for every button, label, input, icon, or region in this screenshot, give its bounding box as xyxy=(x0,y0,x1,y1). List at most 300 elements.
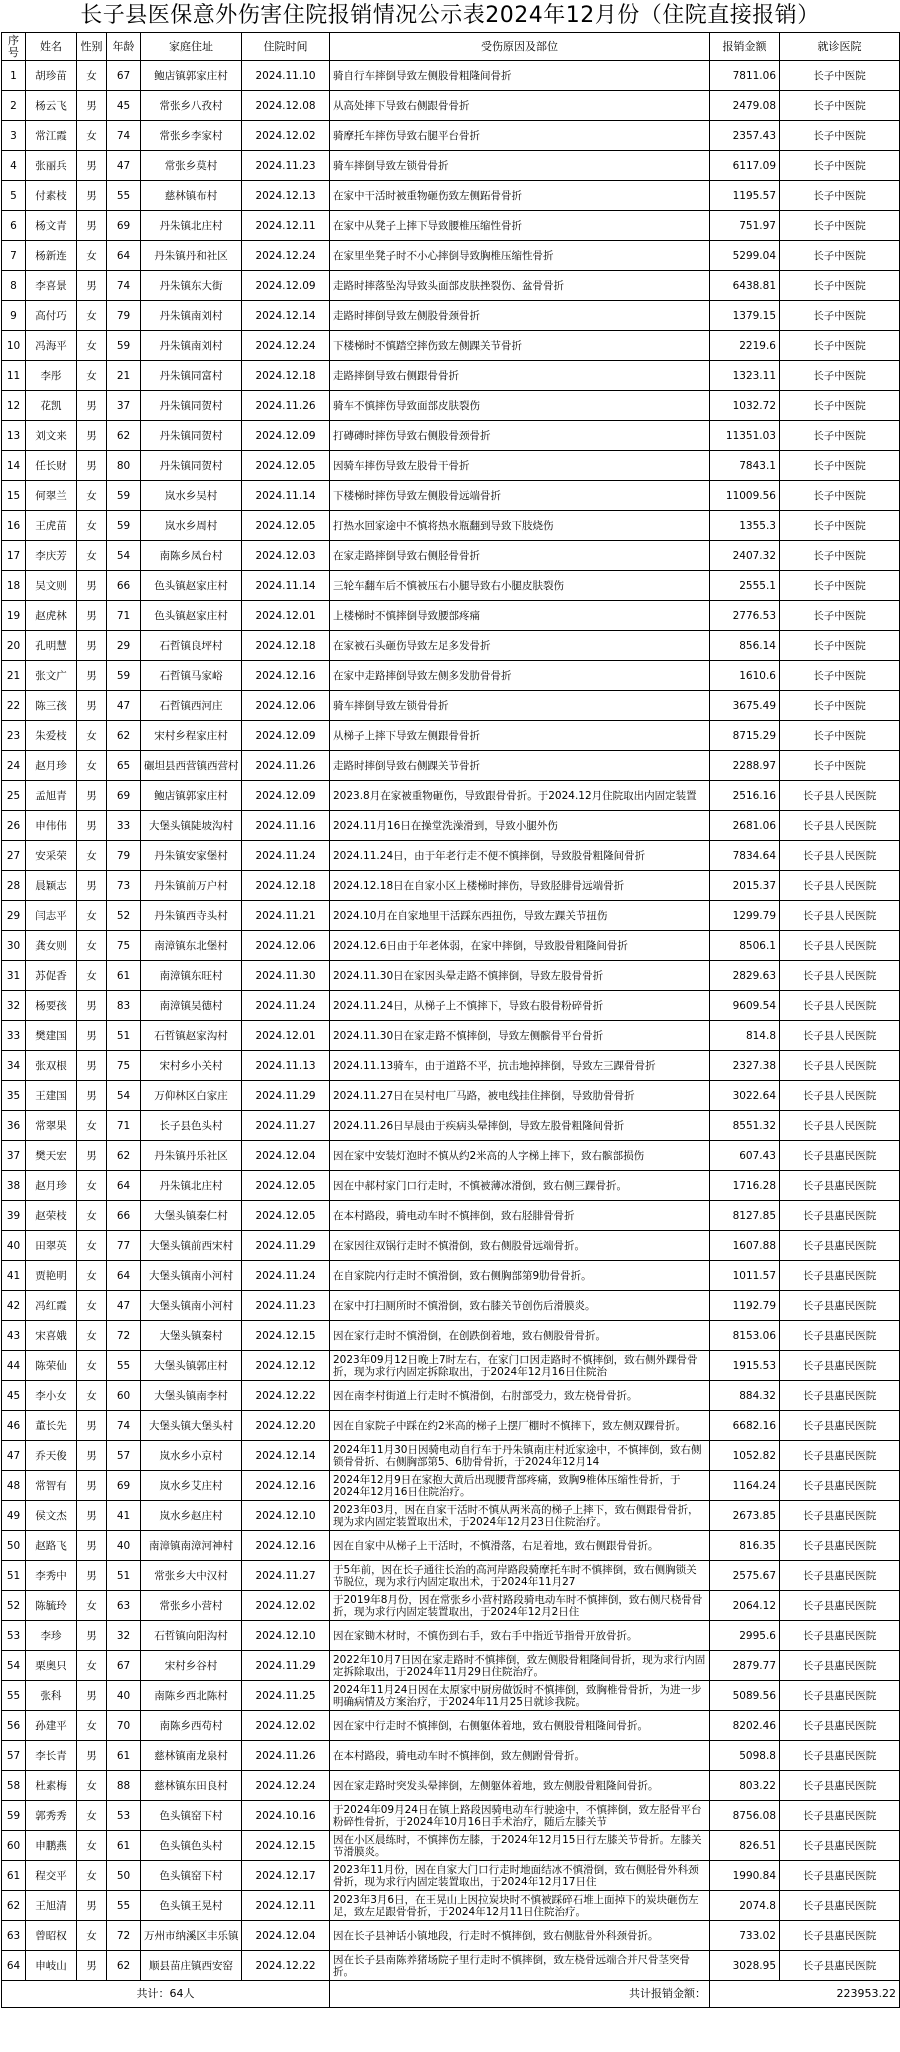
table-row xyxy=(2,151,900,181)
admission-date: 2024.12.01 xyxy=(242,601,330,631)
injury-cause: 2024年12月9日在家抱大黄后出现腰背部疼痛，致胸9椎体压缩性骨折，于2024年12月16日住院治疗。 xyxy=(330,1471,710,1501)
hospital: 长子县惠民医院 xyxy=(780,1261,900,1291)
patient-name: 赵月珍 xyxy=(26,751,77,781)
age: 74 xyxy=(107,121,141,151)
reimbursement-amount: 2673.85 xyxy=(710,1501,780,1531)
age: 54 xyxy=(107,1081,141,1111)
patient-name: 吴文则 xyxy=(26,571,77,601)
reimbursement-amount: 2516.16 xyxy=(710,781,780,811)
row-index: 57 xyxy=(2,1741,26,1771)
injury-cause: 在家中从凳子上摔下导致腰椎压缩性骨折 xyxy=(330,211,710,241)
row-index: 45 xyxy=(2,1381,26,1411)
table-row xyxy=(2,1861,900,1891)
age: 63 xyxy=(107,1591,141,1621)
injury-cause: 下楼梯时不慎踏空摔伤致左侧踝关节骨折 xyxy=(330,331,710,361)
reimbursement-amount: 826.51 xyxy=(710,1831,780,1861)
row-index: 28 xyxy=(2,871,26,901)
reimbursement-amount: 884.32 xyxy=(710,1381,780,1411)
patient-name: 董长先 xyxy=(26,1411,77,1441)
admission-date: 2024.12.08 xyxy=(242,91,330,121)
age: 71 xyxy=(107,601,141,631)
admission-date: 2024.11.23 xyxy=(242,151,330,181)
header-amount: 报销金额 xyxy=(710,33,780,61)
home-address: 丹朱镇南刘村 xyxy=(141,331,242,361)
admission-date: 2024.12.24 xyxy=(242,331,330,361)
table-row xyxy=(2,211,900,241)
home-address: 南漳镇东旺村 xyxy=(141,961,242,991)
age: 69 xyxy=(107,1471,141,1501)
home-address: 丹朱镇北庄村 xyxy=(141,211,242,241)
home-address: 石哲镇良坪村 xyxy=(141,631,242,661)
hospital: 长子县惠民医院 xyxy=(780,1471,900,1501)
hospital: 长子县惠民医院 xyxy=(780,1621,900,1651)
injury-cause: 因在小区晨练时，不慎摔伤左膝，于2024年12月15日行左膝关节骨折。左膝关节滑膜炎。 xyxy=(330,1831,710,1861)
age: 62 xyxy=(107,1951,141,1981)
gender: 男 xyxy=(77,1081,107,1111)
table-row xyxy=(2,871,900,901)
patient-name: 曾昭权 xyxy=(26,1921,77,1951)
patient-name: 杜素梅 xyxy=(26,1771,77,1801)
admission-date: 2024.11.14 xyxy=(242,571,330,601)
hospital: 长子县人民医院 xyxy=(780,931,900,961)
header-address: 家庭住址 xyxy=(141,33,242,61)
reimbursement-amount: 2288.97 xyxy=(710,751,780,781)
row-index: 64 xyxy=(2,1951,26,1981)
admission-date: 2024.12.05 xyxy=(242,1201,330,1231)
table-row xyxy=(2,781,900,811)
age: 80 xyxy=(107,451,141,481)
hospital: 长子县惠民医院 xyxy=(780,1891,900,1921)
patient-name: 冯海平 xyxy=(26,331,77,361)
hospital: 长子中医院 xyxy=(780,301,900,331)
patient-name: 侯文杰 xyxy=(26,1501,77,1531)
injury-cause: 2023年09月12日晚上7时左右，在家门口因走路时不慎摔倒，致右侧外踝骨骨折，现为求行内固定拆除取出，于2024年12月16日住院治 xyxy=(330,1351,710,1381)
admission-date: 2024.12.17 xyxy=(242,1861,330,1891)
row-index: 7 xyxy=(2,241,26,271)
home-address: 丹朱镇同富村 xyxy=(141,361,242,391)
row-index: 19 xyxy=(2,601,26,631)
table-row xyxy=(2,1891,900,1921)
hospital: 长子县人民医院 xyxy=(780,841,900,871)
gender: 男 xyxy=(77,181,107,211)
table-row xyxy=(2,1081,900,1111)
gender: 女 xyxy=(77,331,107,361)
header-injury-cause: 受伤原因及部位 xyxy=(330,33,710,61)
gender: 女 xyxy=(77,1261,107,1291)
table-row xyxy=(2,601,900,631)
row-index: 9 xyxy=(2,301,26,331)
gender: 男 xyxy=(77,451,107,481)
reimbursement-amount: 1716.28 xyxy=(710,1171,780,1201)
admission-date: 2024.12.13 xyxy=(242,181,330,211)
admission-date: 2024.11.14 xyxy=(242,481,330,511)
hospital: 长子县惠民医院 xyxy=(780,1141,900,1171)
patient-name: 赵月珍 xyxy=(26,1171,77,1201)
injury-cause: 因在自家中从梯子上干活时，不慎滑落，右足着地，致右侧跟骨骨折。 xyxy=(330,1531,710,1561)
gender: 女 xyxy=(77,1231,107,1261)
home-address: 万仰林区白家庄 xyxy=(141,1081,242,1111)
home-address: 丹朱镇丹和社区 xyxy=(141,241,242,271)
gender: 男 xyxy=(77,1891,107,1921)
home-address: 岚水乡吴村 xyxy=(141,481,242,511)
table-row xyxy=(2,1201,900,1231)
table-row xyxy=(2,241,900,271)
gender: 男 xyxy=(77,991,107,1021)
injury-cause: 因在南李村街道上行走时不慎滑倒，右肘部受力，致左桡骨骨折。 xyxy=(330,1381,710,1411)
hospital: 长子中医院 xyxy=(780,91,900,121)
reimbursement-amount: 8715.29 xyxy=(710,721,780,751)
gender: 男 xyxy=(77,631,107,661)
gender: 女 xyxy=(77,1111,107,1141)
table-row xyxy=(2,661,900,691)
age: 51 xyxy=(107,1561,141,1591)
reimbursement-amount: 2327.38 xyxy=(710,1051,780,1081)
age: 55 xyxy=(107,1891,141,1921)
row-index: 52 xyxy=(2,1591,26,1621)
home-address: 鲍店镇郭家庄村 xyxy=(141,61,242,91)
reimbursement-amount: 1195.57 xyxy=(710,181,780,211)
home-address: 南漳镇南漳河神村 xyxy=(141,1531,242,1561)
home-address: 色头镇王晃村 xyxy=(141,1891,242,1921)
table-row xyxy=(2,1261,900,1291)
reimbursement-amount: 2479.08 xyxy=(710,91,780,121)
hospital: 长子县惠民医院 xyxy=(780,1381,900,1411)
row-index: 29 xyxy=(2,901,26,931)
table-row xyxy=(2,901,900,931)
admission-date: 2024.12.09 xyxy=(242,721,330,751)
home-address: 常张乡八孜村 xyxy=(141,91,242,121)
gender: 女 xyxy=(77,1651,107,1681)
patient-name: 赵路飞 xyxy=(26,1531,77,1561)
row-index: 53 xyxy=(2,1621,26,1651)
patient-name: 王建国 xyxy=(26,1081,77,1111)
reimbursement-amount: 1990.84 xyxy=(710,1861,780,1891)
row-index: 8 xyxy=(2,271,26,301)
row-index: 24 xyxy=(2,751,26,781)
hospital: 长子县惠民医院 xyxy=(780,1651,900,1681)
gender: 男 xyxy=(77,1471,107,1501)
home-address: 大堡头镇前西宋村 xyxy=(141,1231,242,1261)
reimbursement-amount: 814.8 xyxy=(710,1021,780,1051)
injury-cause: 2024.11.24日，从梯子上不慎摔下，导致右股骨粉碎骨折 xyxy=(330,991,710,1021)
injury-cause: 骑车摔倒导致左锁骨骨折 xyxy=(330,691,710,721)
admission-date: 2024.12.09 xyxy=(242,781,330,811)
injury-cause: 上楼梯时不慎摔倒导致腰部疼痛 xyxy=(330,601,710,631)
patient-name: 申鹏燕 xyxy=(26,1831,77,1861)
patient-name: 孔明慧 xyxy=(26,631,77,661)
gender: 女 xyxy=(77,1381,107,1411)
hospital: 长子中医院 xyxy=(780,481,900,511)
gender: 男 xyxy=(77,391,107,421)
injury-cause: 2024.11月16日在操堂洗澡滑到，导致小腿外伤 xyxy=(330,811,710,841)
injury-cause: 骑自行车摔倒导致左侧股骨粗隆间骨折 xyxy=(330,61,710,91)
hospital: 长子中医院 xyxy=(780,391,900,421)
table-row xyxy=(2,1021,900,1051)
admission-date: 2024.12.18 xyxy=(242,631,330,661)
patient-name: 田翠英 xyxy=(26,1231,77,1261)
admission-date: 2024.12.16 xyxy=(242,1531,330,1561)
row-index: 11 xyxy=(2,361,26,391)
admission-date: 2024.11.16 xyxy=(242,811,330,841)
hospital: 长子县人民医院 xyxy=(780,961,900,991)
patient-name: 陈荣仙 xyxy=(26,1351,77,1381)
age: 72 xyxy=(107,1321,141,1351)
reimbursement-amount: 1011.57 xyxy=(710,1261,780,1291)
table-row xyxy=(2,1141,900,1171)
admission-date: 2024.11.26 xyxy=(242,1741,330,1771)
age: 74 xyxy=(107,271,141,301)
hospital: 长子县惠民医院 xyxy=(780,1591,900,1621)
reimbursement-amount: 2776.53 xyxy=(710,601,780,631)
table-row xyxy=(2,451,900,481)
table-row xyxy=(2,181,900,211)
gender: 女 xyxy=(77,1201,107,1231)
age: 64 xyxy=(107,1261,141,1291)
admission-date: 2024.12.22 xyxy=(242,1381,330,1411)
injury-cause: 骑车不慎摔伤导致面部皮肤裂伤 xyxy=(330,391,710,421)
gender: 男 xyxy=(77,1051,107,1081)
injury-cause: 因骑车摔伤导致左股骨干骨折 xyxy=(330,451,710,481)
admission-date: 2024.11.24 xyxy=(242,841,330,871)
age: 75 xyxy=(107,1051,141,1081)
gender: 男 xyxy=(77,1561,107,1591)
injury-cause: 三轮车翻车后不慎被压右小腿导致右小腿皮肤裂伤 xyxy=(330,571,710,601)
hospital: 长子县人民医院 xyxy=(780,871,900,901)
row-index: 59 xyxy=(2,1801,26,1831)
patient-name: 李彤 xyxy=(26,361,77,391)
gender: 男 xyxy=(77,91,107,121)
hospital: 长子中医院 xyxy=(780,181,900,211)
patient-name: 常江霞 xyxy=(26,121,77,151)
patient-name: 张双根 xyxy=(26,1051,77,1081)
table-row xyxy=(2,1351,900,1381)
patient-name: 李庆芳 xyxy=(26,541,77,571)
patient-name: 何翠兰 xyxy=(26,481,77,511)
age: 88 xyxy=(107,1771,141,1801)
home-address: 慈林镇东田良村 xyxy=(141,1771,242,1801)
header-name: 姓名 xyxy=(26,33,77,61)
table-row xyxy=(2,1921,900,1951)
total-count: 共计：64人 xyxy=(2,1981,330,2008)
reimbursement-amount: 8153.06 xyxy=(710,1321,780,1351)
age: 73 xyxy=(107,871,141,901)
reimbursement-amount: 2407.32 xyxy=(710,541,780,571)
injury-cause: 因在家中行走时不慎摔倒，右侧躯体着地，致右侧股骨粗隆间骨折。 xyxy=(330,1711,710,1741)
table-row xyxy=(2,1111,900,1141)
admission-date: 2024.12.18 xyxy=(242,361,330,391)
injury-cause: 打热水回家途中不慎将热水瓶翻到导致下肢烧伤 xyxy=(330,511,710,541)
admission-date: 2024.12.20 xyxy=(242,1411,330,1441)
gender: 女 xyxy=(77,1291,107,1321)
row-index: 32 xyxy=(2,991,26,1021)
admission-date: 2024.11.10 xyxy=(242,61,330,91)
hospital: 长子县人民医院 xyxy=(780,1051,900,1081)
reimbursement-amount: 3028.95 xyxy=(710,1951,780,1981)
home-address: 大堡头镇南李村 xyxy=(141,1381,242,1411)
hospital: 长子县人民医院 xyxy=(780,991,900,1021)
admission-date: 2024.12.02 xyxy=(242,1591,330,1621)
reimbursement-amount: 2357.43 xyxy=(710,121,780,151)
gender: 女 xyxy=(77,61,107,91)
table-row xyxy=(2,481,900,511)
injury-cause: 因在家走路时突发头晕摔倒，左侧躯体着地，致左侧股骨粗隆间骨折。 xyxy=(330,1771,710,1801)
reimbursement-amount: 8202.46 xyxy=(710,1711,780,1741)
gender: 男 xyxy=(77,1501,107,1531)
reimbursement-amount: 6438.81 xyxy=(710,271,780,301)
patient-name: 陈毓玲 xyxy=(26,1591,77,1621)
admission-date: 2024.12.02 xyxy=(242,1711,330,1741)
patient-name: 朱爱枝 xyxy=(26,721,77,751)
admission-date: 2024.12.15 xyxy=(242,1321,330,1351)
patient-name: 胡珍苗 xyxy=(26,61,77,91)
hospital: 长子县惠民医院 xyxy=(780,1501,900,1531)
admission-date: 2024.12.12 xyxy=(242,1351,330,1381)
table-row xyxy=(2,721,900,751)
reimbursement-amount: 2575.67 xyxy=(710,1561,780,1591)
injury-cause: 骑车摔倒导致左锁骨骨折 xyxy=(330,151,710,181)
table-row xyxy=(2,511,900,541)
injury-cause: 走路时摔落坠沟导致头面部皮肤挫裂伤、盆骨骨折 xyxy=(330,271,710,301)
row-index: 38 xyxy=(2,1171,26,1201)
gender: 女 xyxy=(77,301,107,331)
injury-cause: 在家因往双锅行走时不慎滑倒，致右侧股骨远端骨折。 xyxy=(330,1231,710,1261)
hospital: 长子县惠民医院 xyxy=(780,1741,900,1771)
patient-name: 张文广 xyxy=(26,661,77,691)
table-row xyxy=(2,751,900,781)
patient-name: 李珍 xyxy=(26,1621,77,1651)
row-index: 51 xyxy=(2,1561,26,1591)
patient-name: 李秀中 xyxy=(26,1561,77,1591)
table-row xyxy=(2,961,900,991)
header-index: 序号 xyxy=(2,33,26,61)
table-row xyxy=(2,541,900,571)
admission-date: 2024.12.09 xyxy=(242,271,330,301)
patient-name: 晨颖志 xyxy=(26,871,77,901)
patient-name: 贾艳明 xyxy=(26,1261,77,1291)
injury-cause: 走路时摔倒导致左侧股骨颈骨折 xyxy=(330,301,710,331)
reimbursement-amount: 5299.04 xyxy=(710,241,780,271)
reimbursement-amount: 11009.56 xyxy=(710,481,780,511)
row-index: 33 xyxy=(2,1021,26,1051)
home-address: 南漳镇吴德村 xyxy=(141,991,242,1021)
table-row xyxy=(2,811,900,841)
gender: 男 xyxy=(77,1951,107,1981)
row-index: 20 xyxy=(2,631,26,661)
table-row xyxy=(2,1711,900,1741)
table-row xyxy=(2,691,900,721)
patient-name: 申岐山 xyxy=(26,1951,77,1981)
home-address: 色头镇赵家庄村 xyxy=(141,571,242,601)
injury-cause: 于2024年09月24日在镇上路段因骑电动车行驶途中，不慎摔倒，致左胫骨平台粉碎性骨折，于2024年10月16日手术治疗，随后左膝关节 xyxy=(330,1801,710,1831)
gender: 男 xyxy=(77,691,107,721)
row-index: 17 xyxy=(2,541,26,571)
table-row xyxy=(2,1441,900,1471)
row-index: 34 xyxy=(2,1051,26,1081)
hospital: 长子县惠民医院 xyxy=(780,1411,900,1441)
home-address: 南漳镇东北堡村 xyxy=(141,931,242,961)
patient-name: 郭秀秀 xyxy=(26,1801,77,1831)
table-row xyxy=(2,1651,900,1681)
gender: 女 xyxy=(77,121,107,151)
gender: 男 xyxy=(77,1141,107,1171)
table-row xyxy=(2,1591,900,1621)
age: 70 xyxy=(107,1711,141,1741)
reimbursement-amount: 1164.24 xyxy=(710,1471,780,1501)
hospital: 长子县人民医院 xyxy=(780,811,900,841)
hospital: 长子中医院 xyxy=(780,601,900,631)
patient-name: 陈三孩 xyxy=(26,691,77,721)
hospital: 长子中医院 xyxy=(780,751,900,781)
reimbursement-amount: 8506.1 xyxy=(710,931,780,961)
hospital: 长子县人民医院 xyxy=(780,781,900,811)
patient-name: 申伟伟 xyxy=(26,811,77,841)
reimbursement-amount: 6117.09 xyxy=(710,151,780,181)
patient-name: 栗奥只 xyxy=(26,1651,77,1681)
injury-cause: 在本村路段，骑电动车时不慎摔倒，致左侧跗骨骨折。 xyxy=(330,1741,710,1771)
age: 61 xyxy=(107,1831,141,1861)
gender: 女 xyxy=(77,511,107,541)
hospital: 长子县惠民医院 xyxy=(780,1711,900,1741)
injury-cause: 因在中郝村家门口行走时，不慎被薄冰滑倒，致右侧三踝骨折。 xyxy=(330,1171,710,1201)
home-address: 岚水乡艾庄村 xyxy=(141,1471,242,1501)
injury-cause: 2024.10月在自家地里干活踩东西扭伤，导致左踝关节扭伤 xyxy=(330,901,710,931)
reimbursement-amount: 1915.53 xyxy=(710,1351,780,1381)
admission-date: 2024.12.24 xyxy=(242,241,330,271)
gender: 女 xyxy=(77,841,107,871)
row-index: 27 xyxy=(2,841,26,871)
gender: 男 xyxy=(77,151,107,181)
gender: 男 xyxy=(77,1441,107,1471)
patient-name: 冯红霞 xyxy=(26,1291,77,1321)
injury-cause: 2024.12.18日在自家小区上楼梯时摔伤，导致胫腓骨远端骨折 xyxy=(330,871,710,901)
patient-name: 杨文青 xyxy=(26,211,77,241)
injury-cause: 走路时摔倒导致右侧踝关节骨折 xyxy=(330,751,710,781)
admission-date: 2024.12.10 xyxy=(242,1501,330,1531)
home-address: 南陈乡凤台村 xyxy=(141,541,242,571)
gender: 男 xyxy=(77,211,107,241)
hospital: 长子县惠民医院 xyxy=(780,1681,900,1711)
admission-date: 2024.12.09 xyxy=(242,421,330,451)
home-address: 大堡头镇南小河村 xyxy=(141,1291,242,1321)
row-index: 4 xyxy=(2,151,26,181)
hospital: 长子中医院 xyxy=(780,331,900,361)
home-address: 常张乡大中汉村 xyxy=(141,1561,242,1591)
injury-cause: 下楼梯时摔伤导致左侧股骨远端骨折 xyxy=(330,481,710,511)
injury-cause: 2023年3月6日，在王晃山上因拉炭块时不慎被踩碎石堆上面掉下的炭块砸伤左足，致左足跟骨骨折，于2024年12月11日住院治疗。 xyxy=(330,1891,710,1921)
age: 59 xyxy=(107,661,141,691)
home-address: 色头镇赵家庄村 xyxy=(141,601,242,631)
reimbursement-amount: 11351.03 xyxy=(710,421,780,451)
age: 62 xyxy=(107,721,141,751)
hospital: 长子中医院 xyxy=(780,61,900,91)
age: 52 xyxy=(107,901,141,931)
injury-cause: 在家中走路摔倒导致左侧多发肋骨骨折 xyxy=(330,661,710,691)
home-address: 丹朱镇同贺村 xyxy=(141,421,242,451)
hospital: 长子县惠民医院 xyxy=(780,1921,900,1951)
age: 60 xyxy=(107,1381,141,1411)
age: 40 xyxy=(107,1531,141,1561)
injury-cause: 在自家院内行走时不慎滑倒，致右侧胸部第9肋骨骨折。 xyxy=(330,1261,710,1291)
injury-cause: 在本村路段，骑电动车时不慎摔倒，致右胫腓骨骨折 xyxy=(330,1201,710,1231)
reimbursement-amount: 1299.79 xyxy=(710,901,780,931)
gender: 女 xyxy=(77,481,107,511)
header-gender: 性别 xyxy=(77,33,107,61)
gender: 男 xyxy=(77,661,107,691)
home-address: 岚水乡周村 xyxy=(141,511,242,541)
injury-cause: 骑摩托车摔伤导致右腿平台骨折 xyxy=(330,121,710,151)
reimbursement-amount: 2074.8 xyxy=(710,1891,780,1921)
table-row xyxy=(2,1171,900,1201)
